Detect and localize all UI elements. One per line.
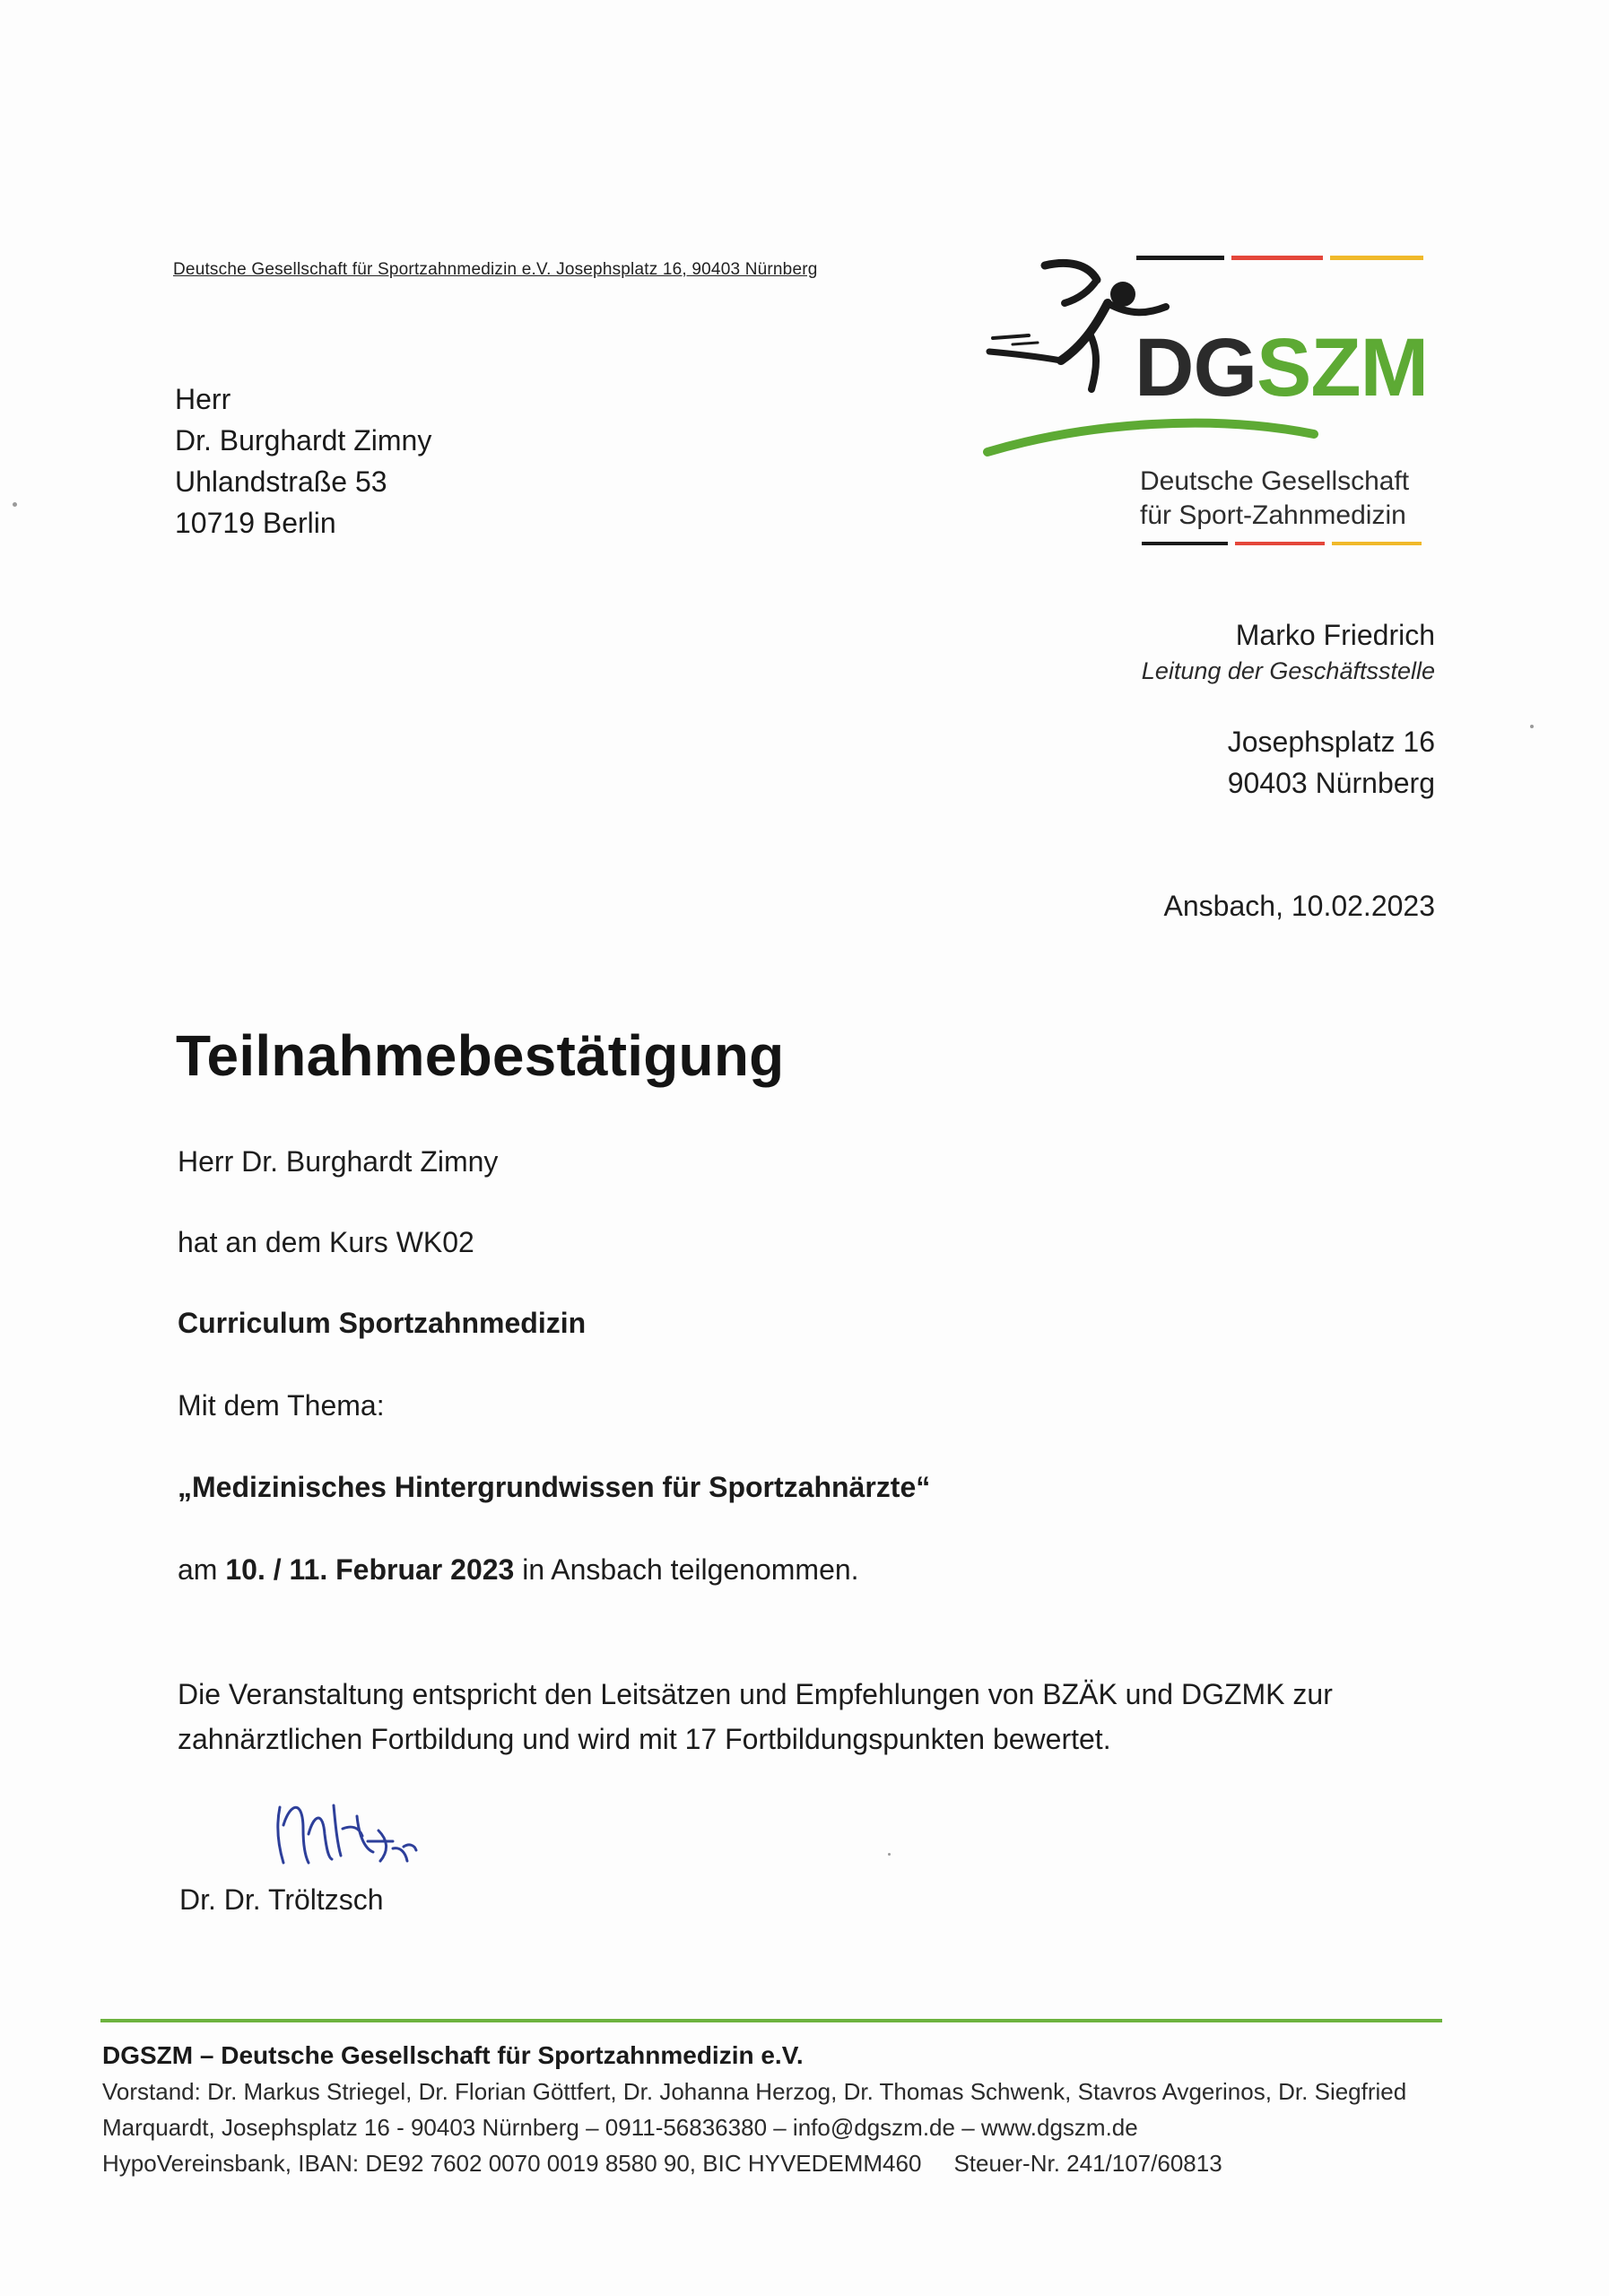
footer-organization: DGSZM – Deutsche Gesellschaft für Sportzahnmedizin e.V.	[102, 2041, 804, 2069]
scan-artifact	[13, 502, 17, 507]
attendance-date: 10. / 11. Februar 2023	[225, 1553, 515, 1586]
logo-subtitle-line2: für Sport-Zahnmedizin	[1140, 500, 1406, 530]
recipient-name: Dr. Burghardt Zimny	[175, 424, 432, 457]
sender-return-address: Deutsche Gesellschaft für Sportzahnmedizin e.V. Josephsplatz 16, 90403 Nürnberg	[173, 260, 818, 279]
contact-address	[1142, 721, 1435, 804]
letter-date: Ansbach, 10.02.2023	[1163, 890, 1435, 922]
contact-name: Marko Friedrich	[1235, 619, 1435, 651]
contact-role: Leitung der Geschäftsstelle	[1141, 657, 1435, 684]
recipient-city: 10719 Berlin	[175, 507, 336, 539]
dgszm-logo	[982, 244, 1439, 558]
course-name: Curriculum Sportzahnmedizin	[178, 1307, 587, 1339]
footer-bank-line	[102, 2145, 1465, 2181]
attendance-date-prefix: am	[178, 1553, 218, 1586]
accreditation-paragraph	[178, 1672, 1451, 1761]
scan-artifact	[888, 1853, 891, 1856]
accreditation-line1: Die Veranstaltung entspricht den Leitsätzen und Empfehlungen von BZÄK und DGZMK zur	[178, 1678, 1333, 1710]
recipient-street: Uhlandstraße 53	[175, 465, 387, 498]
footer	[102, 2038, 1465, 2181]
logo-wordmark	[1135, 322, 1429, 413]
logo-subtitle	[1140, 465, 1409, 533]
document-title: Teilnahmebestätigung	[176, 1023, 785, 1088]
logo-subtitle-line1: Deutsche Gesellschaft	[1140, 466, 1410, 496]
footer-contact-line: Marquardt, Josephsplatz 16 - 90403 Nürnberg – 0911-56836380 – info@dgszm.de – www.dgszm.de	[102, 2114, 1138, 2141]
course-intro: hat an dem Kurs WK02	[178, 1226, 474, 1258]
signer-name: Dr. Dr. Tröltzsch	[179, 1883, 384, 1916]
recipient-address-block	[175, 378, 431, 544]
scan-artifact	[1530, 725, 1534, 728]
topic-intro: Mit dem Thema:	[178, 1389, 385, 1422]
footer-tax-number: Steuer-Nr. 241/107/60813	[953, 2150, 1222, 2177]
accreditation-line2: zahnärztlichen Fortbildung und wird mit 17 Fortbildungspunkten bewertet.	[178, 1723, 1111, 1755]
participant-name: Herr Dr. Burghardt Zimny	[178, 1145, 499, 1178]
logo-wordmark-szm: SZM	[1257, 322, 1429, 413]
recipient-salutation: Herr	[175, 383, 231, 415]
contact-street: Josephsplatz 16	[1227, 726, 1435, 758]
attendance-date-line	[178, 1553, 859, 1587]
logo-wordmark-dg: DG	[1135, 322, 1257, 413]
course-topic: „Medizinisches Hintergrundwissen für Sportzahnärzte“	[178, 1471, 931, 1503]
footer-divider	[100, 2019, 1442, 2022]
contact-city: 90403 Nürnberg	[1227, 767, 1435, 799]
footer-board-line: Vorstand: Dr. Markus Striegel, Dr. Florian Göttfert, Dr. Johanna Herzog, Dr. Thomas Schwenk, Stavros Avgerinos, Dr. Siegfried	[102, 2078, 1407, 2105]
handwritten-signature	[269, 1789, 422, 1874]
attendance-date-suffix: in Ansbach teilgenommen.	[522, 1553, 859, 1586]
sender-contact-block	[1142, 615, 1435, 804]
footer-bank-details: HypoVereinsbank, IBAN: DE92 7602 0070 0019 8580 90, BIC HYVEDEMM460	[102, 2150, 922, 2177]
